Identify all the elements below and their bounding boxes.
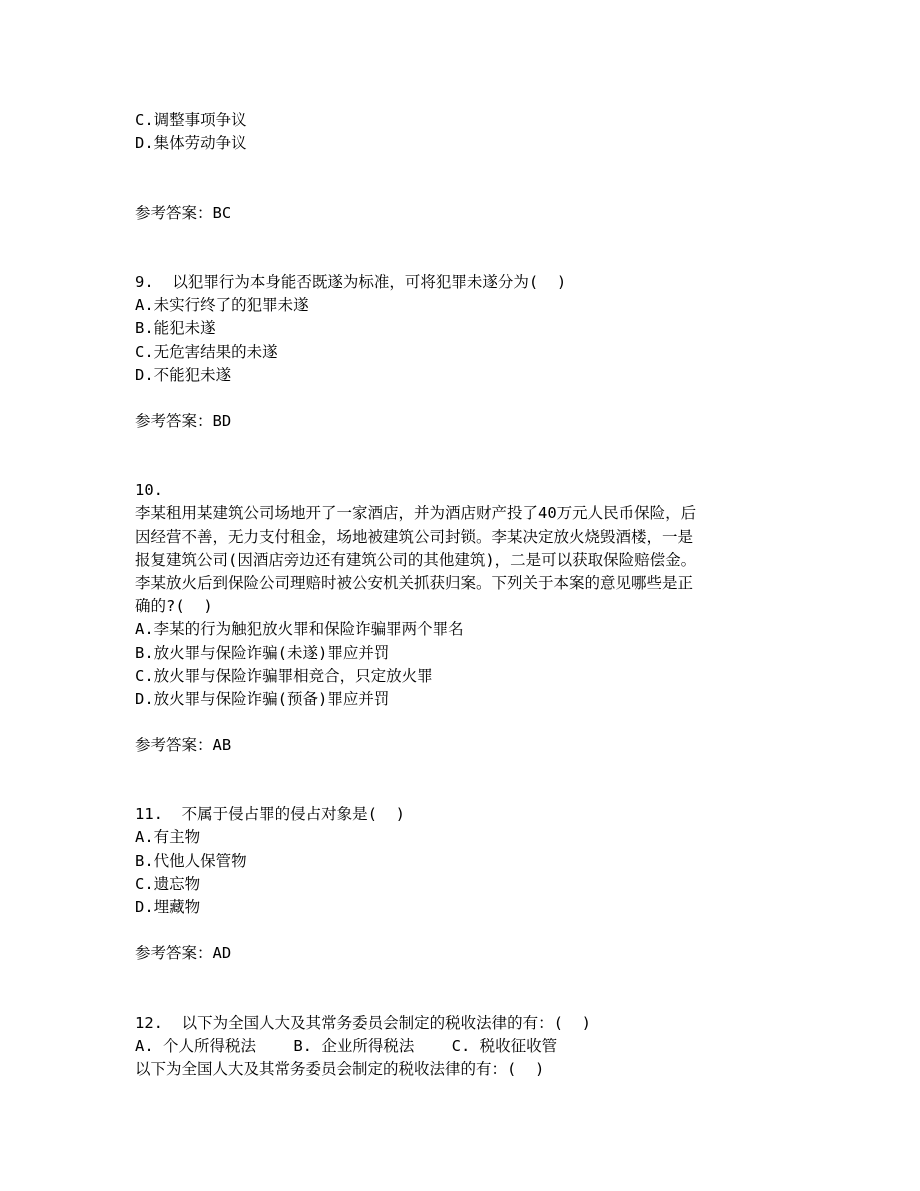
q10-question-line: 李某租用某建筑公司场地开了一家酒店，并为酒店财产投了40万元人民币保险，后 [135, 504, 697, 522]
q11-option-c: C.遗忘物 [135, 875, 201, 893]
q10-option-a: A.李某的行为触犯放火罪和保险诈骗罪两个罪名 [135, 620, 464, 638]
q11-option-a: A.有主物 [135, 828, 201, 846]
q9-option-d: D.不能犯未遂 [135, 366, 232, 384]
q10-option-c: C.放火罪与保险诈骗罪相竞合，只定放火罪 [135, 667, 433, 685]
q9-question: 9. 以犯罪行为本身能否既遂为标准，可将犯罪未遂分为( ) [135, 273, 567, 291]
q10-answer: 参考答案：AB [135, 736, 232, 754]
q10-question-line: 因经营不善，无力支付租金，场地被建筑公司封锁。李某决定放火烧毁酒楼，一是 [135, 528, 694, 546]
q8-option-c: C.调整事项争议 [135, 111, 247, 129]
q9-option-c: C.无危害结果的未遂 [135, 343, 278, 361]
q10-question-line: 李某放火后到保险公司理赔时被公安机关抓获归案。下列关于本案的意见哪些是正 [135, 574, 694, 592]
q9-answer: 参考答案：BD [135, 412, 232, 430]
q8-option-d: D.集体劳动争议 [135, 134, 247, 152]
q10-question-line: 报复建筑公司(因酒店旁边还有建筑公司的其他建筑)，二是可以获取保险赔偿金。 [135, 551, 697, 569]
q10-option-b: B.放火罪与保险诈骗(未遂)罪应并罚 [135, 644, 390, 662]
q10-option-d: D.放火罪与保险诈骗(预备)罪应并罚 [135, 690, 390, 708]
q8-answer: 参考答案：BC [135, 204, 232, 222]
q12-repeat-line: 以下为全国人大及其常务委员会制定的税收法律的有：( ) [135, 1060, 545, 1078]
q11-answer: 参考答案：AD [135, 944, 232, 962]
q11-question: 11. 不属于侵占罪的侵占对象是( ) [135, 805, 405, 823]
q12-question: 12. 以下为全国人大及其常务委员会制定的税收法律的有：( ) [135, 1014, 591, 1032]
q10-question-line: 确的?( ) [135, 597, 213, 615]
q9-option-a: A.未实行终了的犯罪未遂 [135, 296, 309, 314]
q12-options-line: A. 个人所得税法 B. 企业所得税法 C. 税收征收管 [135, 1037, 558, 1055]
q10-number: 10. [135, 481, 163, 499]
q11-option-b: B.代他人保管物 [135, 852, 247, 870]
q11-option-d: D.埋藏物 [135, 898, 201, 916]
q9-option-b: B.能犯未遂 [135, 319, 216, 337]
